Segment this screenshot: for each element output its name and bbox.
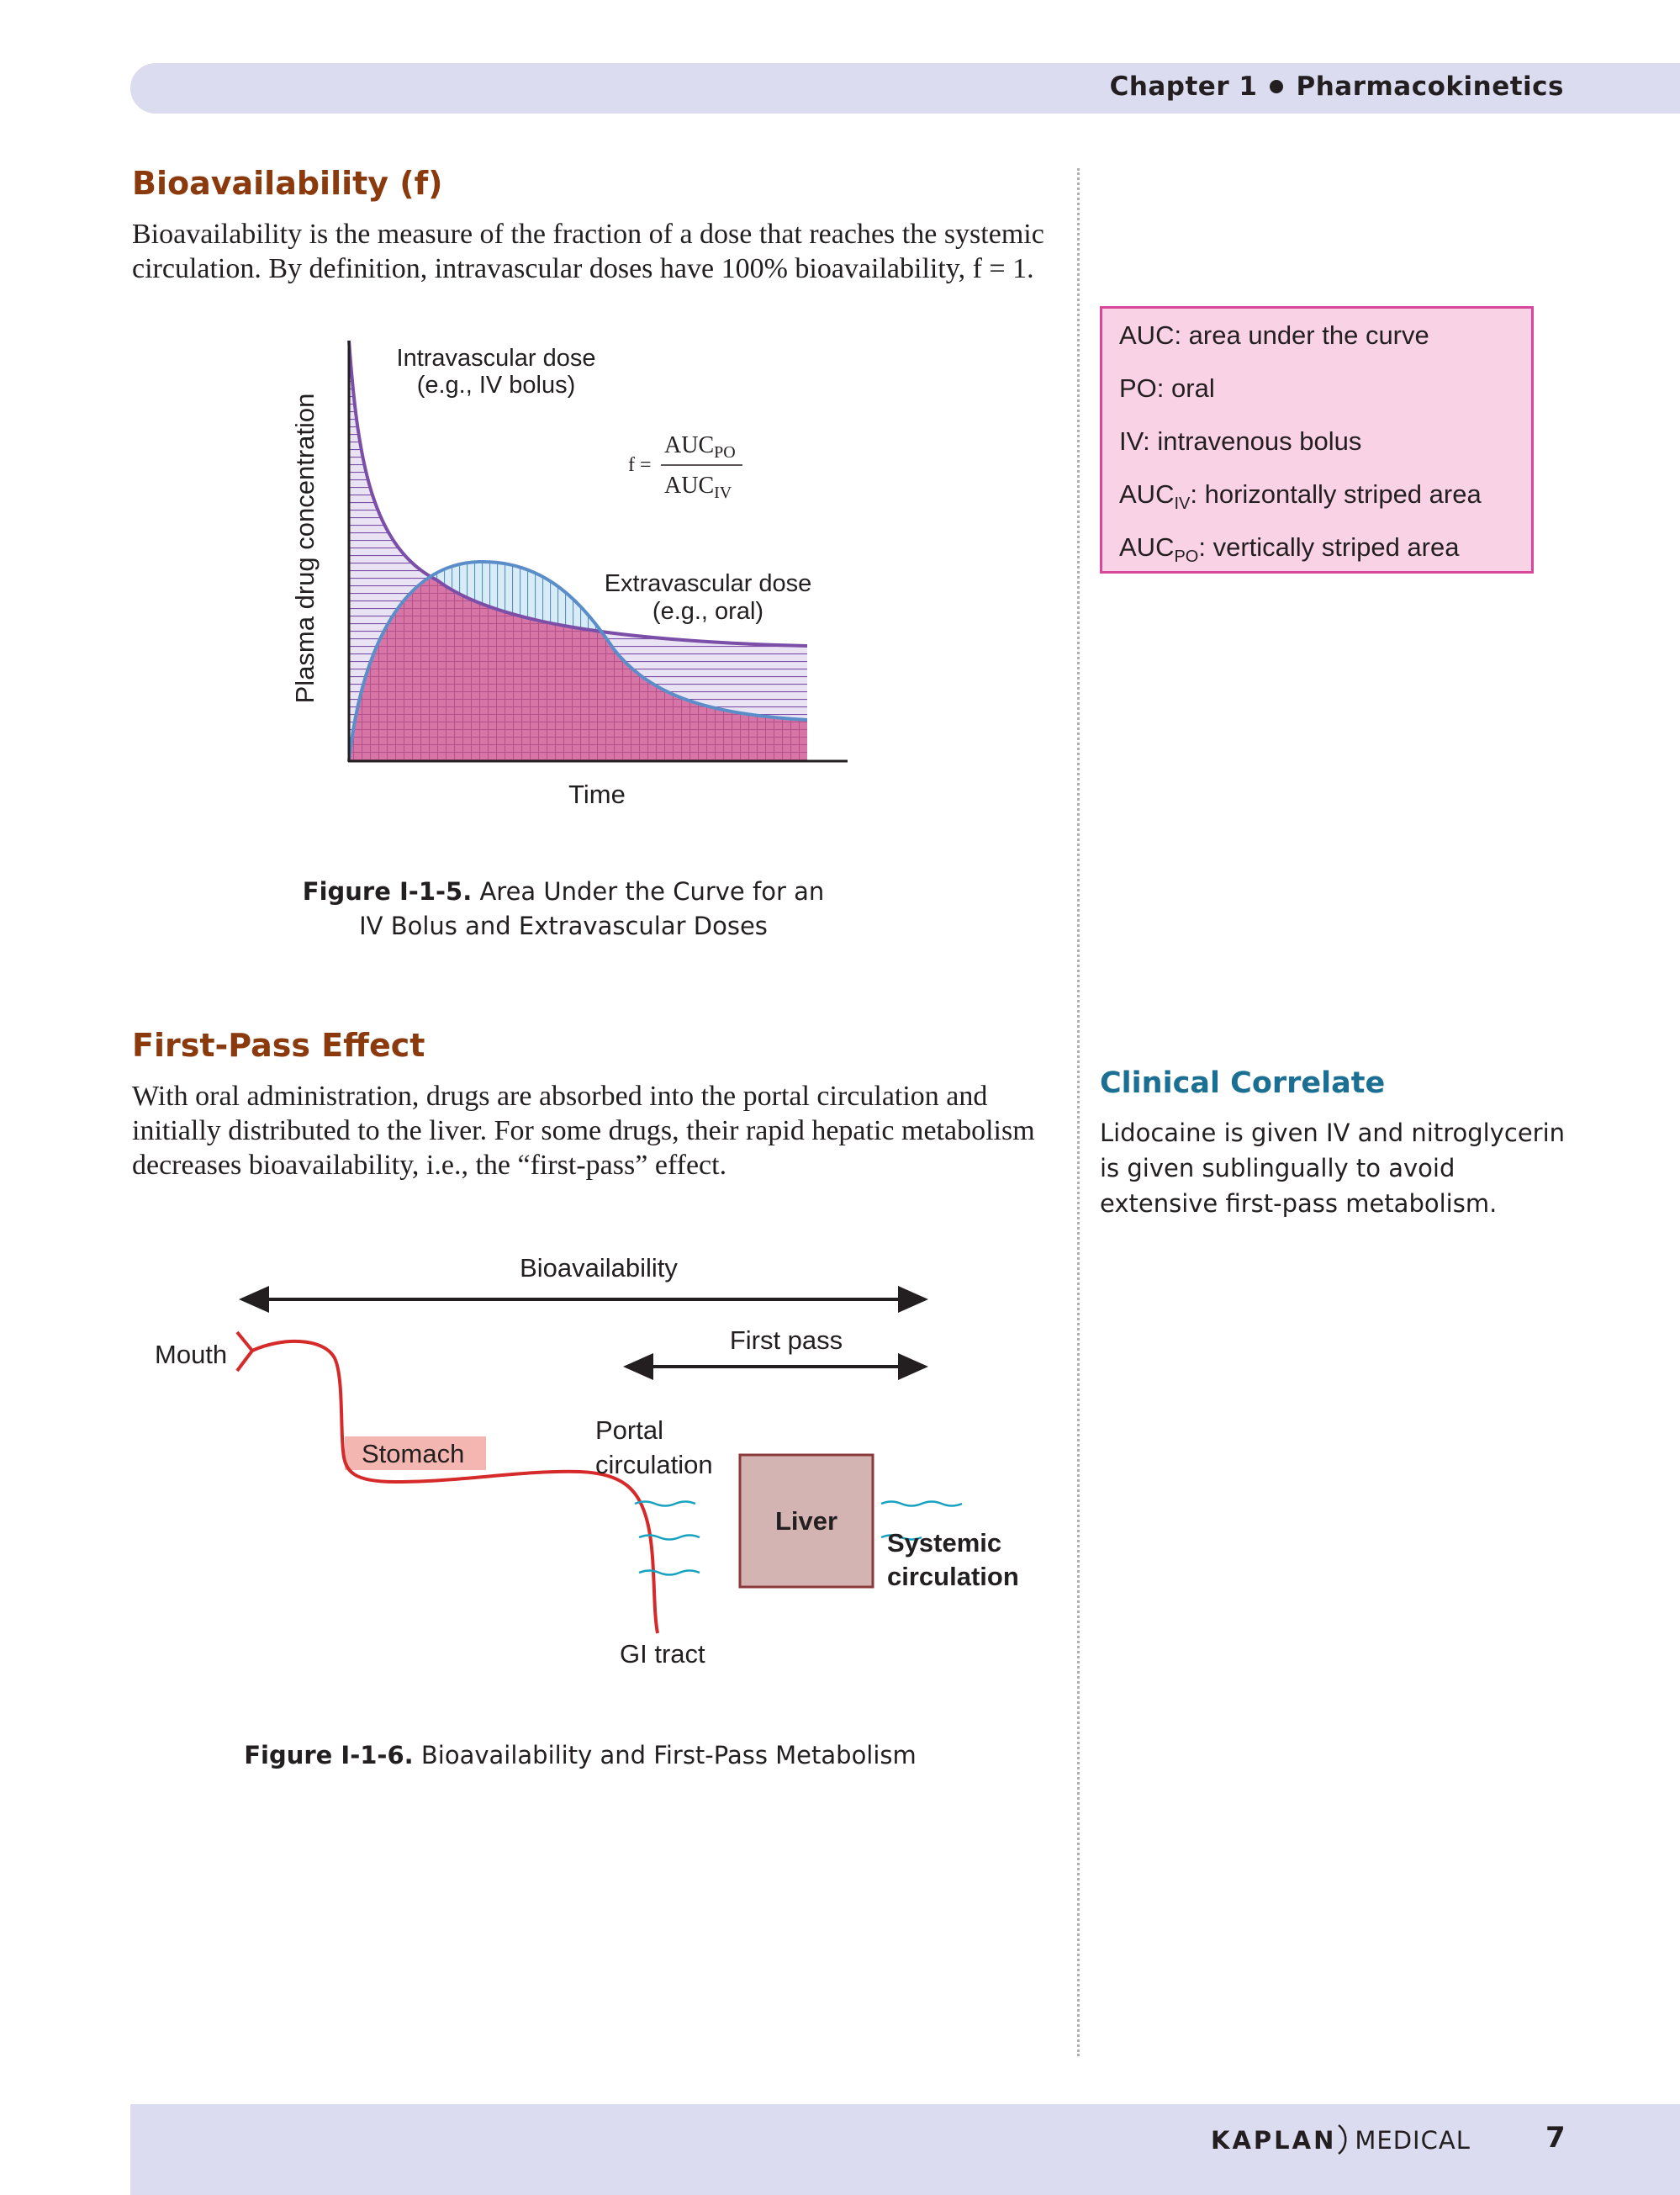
paragraph-line: circulation. By definition, intravascular doses have 100% bioavailability, f = 1. [132, 253, 1034, 284]
glossary-item-po: PO: oral [1119, 373, 1215, 403]
clinical-correlate-text [1100, 1115, 1565, 1221]
header-bar [130, 63, 1680, 114]
oral-dose-label: Extravascular dose [604, 570, 812, 597]
first-pass-figure [143, 1245, 1051, 1682]
clinical-correlate-line: extensive first-pass metabolism. [1100, 1189, 1498, 1218]
bioavailability-paragraph [132, 217, 1055, 286]
formula-lhs: f = [628, 454, 652, 476]
first-pass-label: First pass [729, 1325, 843, 1355]
clinical-correlate-line: Lidocaine is given IV and nitroglycerin [1100, 1119, 1566, 1147]
mouth-shape [237, 1332, 252, 1371]
iv-dose-label: Intravascular dose [396, 345, 596, 372]
publisher-logo [1211, 2124, 1471, 2155]
clinical-correlate-line: is given sublingually to avoid [1100, 1154, 1455, 1182]
chapter-label: Chapter 1 [1109, 71, 1258, 102]
gi-tract-path [252, 1341, 658, 1633]
figure-caption-1 [294, 875, 832, 944]
paragraph-line: With oral administration, drugs are absorbed into the portal circulation and [132, 1081, 988, 1112]
portal-vessel [639, 1571, 700, 1575]
glossary-item-auc-iv: $AUC_{IV}$: horizontally striped area [1119, 479, 1482, 514]
figure-caption-2 [210, 1738, 950, 1773]
chapter-title: Pharmacokinetics [1296, 71, 1564, 102]
mouth-label: Mouth [155, 1340, 228, 1369]
first-pass-heading: First-Pass Effect [132, 1027, 425, 1064]
paragraph-line: Bioavailability is the measure of the fraction of a dose that reaches the systemic [132, 219, 1044, 250]
column-divider [1077, 168, 1080, 2056]
gi-tract-label: GI tract [620, 1639, 705, 1669]
auc-figure [277, 328, 866, 824]
stomach-label: Stomach [362, 1439, 465, 1468]
bullet-dot [1270, 80, 1283, 93]
x-axis-label: Time [568, 780, 626, 809]
caption-text: Area Under the Curve for an [479, 877, 825, 906]
logo-word: KAPLAN [1211, 2126, 1337, 2155]
systemic-vessel [881, 1502, 962, 1506]
y-axis-label: Plasma drug concentration [290, 393, 320, 704]
systemic-label-2: circulation [887, 1562, 1019, 1591]
glossary-item-auc-po: $AUC_{PO}$: vertically striped area [1119, 532, 1460, 567]
liver-label: Liver [774, 1506, 838, 1536]
glossary-item-auc: AUC: area under the curve [1119, 320, 1429, 350]
caption-label: Figure I-1-6. [244, 1741, 414, 1769]
glossary-box [1100, 306, 1534, 574]
portal-vessel [635, 1502, 695, 1506]
iv-dose-example: (e.g., IV bolus) [416, 372, 576, 399]
paragraph-line: initially distributed to the liver. For some drugs, their rapid hepatic metabolism [132, 1115, 1035, 1146]
caption-label: Figure I-1-5. [302, 877, 473, 906]
bioavailability-heading: Bioavailability (f) [132, 165, 443, 202]
logo-subword: MEDICAL [1355, 2126, 1471, 2155]
formula-denominator: $AUC_{IV}$ [664, 473, 732, 502]
clinical-correlate-heading: Clinical Correlate [1100, 1066, 1386, 1100]
caption-text: Bioavailability and First-Pass Metabolism [420, 1741, 917, 1769]
formula-numerator: $AUC_{PO}$ [664, 432, 736, 462]
paragraph-line: decreases bioavailability, i.e., the “first-pass” effect. [132, 1150, 727, 1181]
running-header [1110, 71, 1564, 102]
bioavailability-label: Bioavailability [520, 1253, 678, 1283]
logo-swoosh-icon [1336, 2124, 1350, 2155]
page-number: 7 [1545, 2121, 1566, 2155]
systemic-label-1: Systemic [887, 1528, 1002, 1558]
first-pass-paragraph [132, 1079, 1055, 1182]
glossary-item-iv: IV: intravenous bolus [1119, 426, 1362, 456]
portal-label-1: Portal [595, 1415, 663, 1445]
portal-label-2: circulation [595, 1450, 713, 1479]
oral-dose-example: (e.g., oral) [652, 598, 764, 625]
portal-vessel [639, 1536, 700, 1540]
caption-text: IV Bolus and Extravascular Doses [359, 912, 768, 940]
